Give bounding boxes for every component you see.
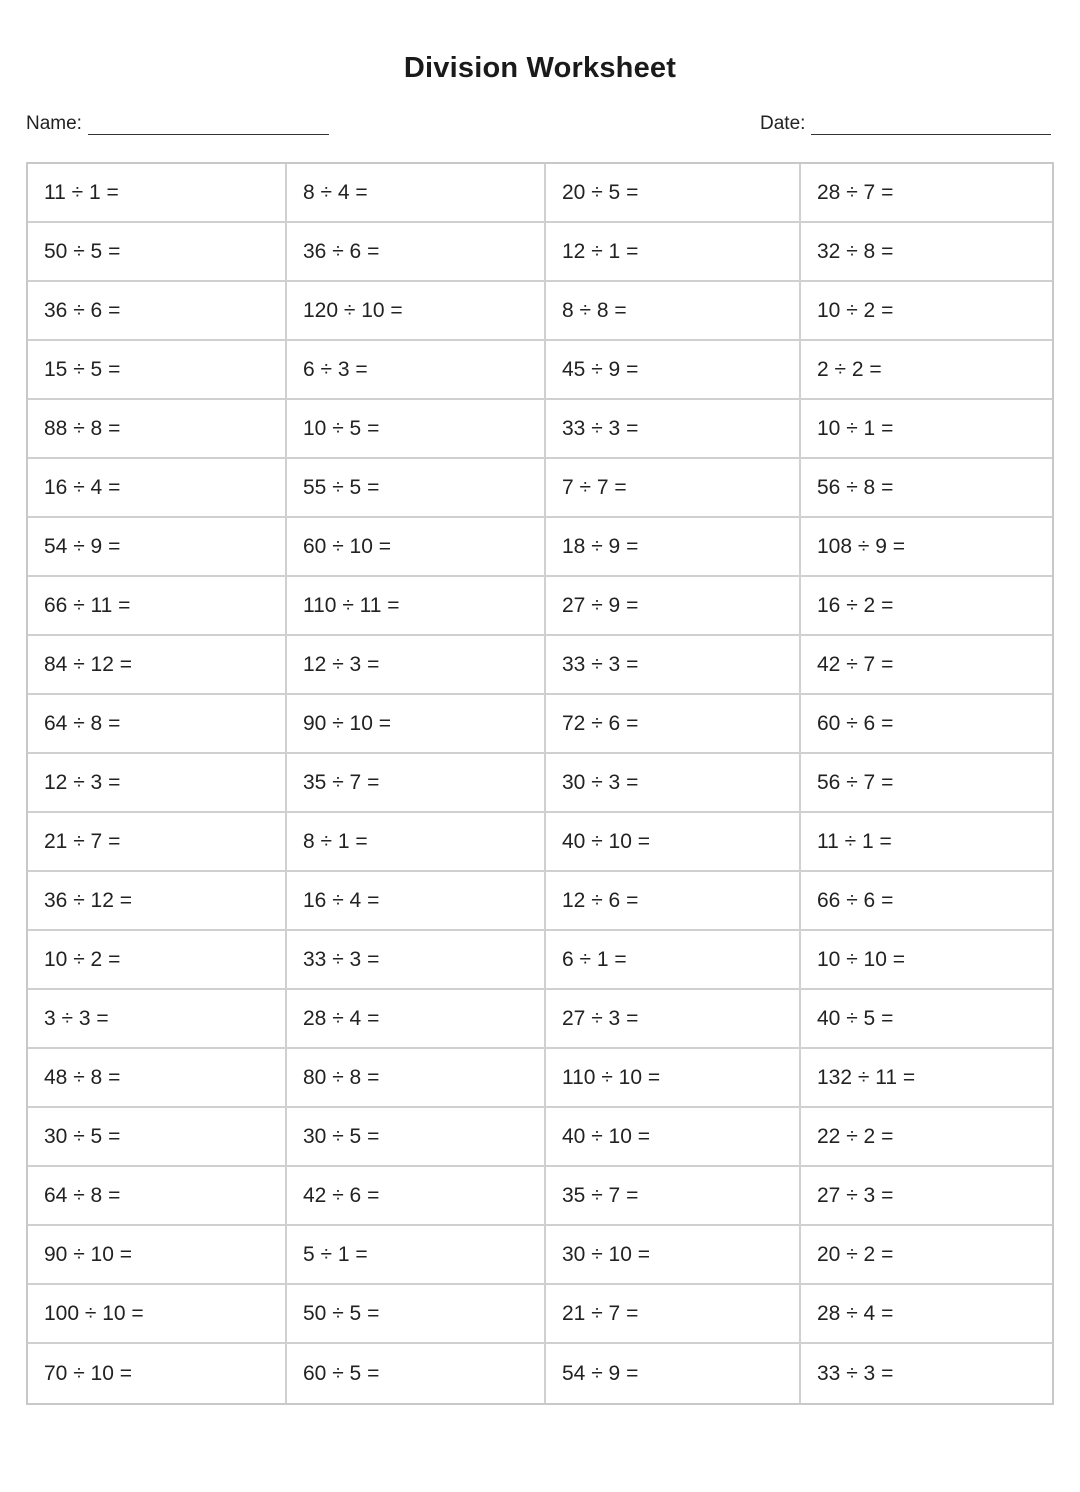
problem-cell: 54 ÷ 9 =	[546, 1344, 801, 1403]
problem-cell: 50 ÷ 5 =	[28, 223, 287, 282]
problem-cell: 30 ÷ 10 =	[546, 1226, 801, 1285]
problem-cell: 72 ÷ 6 =	[546, 695, 801, 754]
problem-cell: 22 ÷ 2 =	[801, 1108, 1052, 1167]
problem-cell: 28 ÷ 7 =	[801, 164, 1052, 223]
problem-cell: 36 ÷ 12 =	[28, 872, 287, 931]
problem-cell: 40 ÷ 10 =	[546, 1108, 801, 1167]
problem-cell: 20 ÷ 2 =	[801, 1226, 1052, 1285]
problem-cell: 3 ÷ 3 =	[28, 990, 287, 1049]
problem-cell: 120 ÷ 10 =	[287, 282, 546, 341]
problem-cell: 16 ÷ 4 =	[28, 459, 287, 518]
problem-cell: 54 ÷ 9 =	[28, 518, 287, 577]
problem-cell: 33 ÷ 3 =	[546, 636, 801, 695]
date-field[interactable]	[760, 112, 1051, 135]
problem-cell: 88 ÷ 8 =	[28, 400, 287, 459]
problem-cell: 30 ÷ 5 =	[287, 1108, 546, 1167]
problem-cell: 10 ÷ 2 =	[801, 282, 1052, 341]
problem-cell: 6 ÷ 3 =	[287, 341, 546, 400]
problem-cell: 33 ÷ 3 =	[287, 931, 546, 990]
problem-cell: 60 ÷ 6 =	[801, 695, 1052, 754]
name-underline[interactable]	[88, 112, 329, 135]
problem-cell: 45 ÷ 9 =	[546, 341, 801, 400]
problem-cell: 5 ÷ 1 =	[287, 1226, 546, 1285]
problem-cell: 12 ÷ 3 =	[28, 754, 287, 813]
problem-cell: 80 ÷ 8 =	[287, 1049, 546, 1108]
problem-cell: 10 ÷ 10 =	[801, 931, 1052, 990]
problem-cell: 66 ÷ 6 =	[801, 872, 1052, 931]
problem-cell: 90 ÷ 10 =	[287, 695, 546, 754]
problem-cell: 84 ÷ 12 =	[28, 636, 287, 695]
problem-cell: 27 ÷ 3 =	[801, 1167, 1052, 1226]
problem-cell: 12 ÷ 6 =	[546, 872, 801, 931]
worksheet-title: Division Worksheet	[403, 52, 677, 84]
problem-cell: 100 ÷ 10 =	[28, 1285, 287, 1344]
problem-cell: 8 ÷ 4 =	[287, 164, 546, 223]
problem-cell: 10 ÷ 2 =	[28, 931, 287, 990]
problem-cell: 11 ÷ 1 =	[801, 813, 1052, 872]
name-field[interactable]	[26, 112, 329, 135]
problem-cell: 56 ÷ 7 =	[801, 754, 1052, 813]
problem-cell: 16 ÷ 4 =	[287, 872, 546, 931]
problem-cell: 36 ÷ 6 =	[28, 282, 287, 341]
problem-cell: 12 ÷ 3 =	[287, 636, 546, 695]
problem-cell: 10 ÷ 5 =	[287, 400, 546, 459]
problem-cell: 6 ÷ 1 =	[546, 931, 801, 990]
problem-cell: 11 ÷ 1 =	[28, 164, 287, 223]
problem-cell: 90 ÷ 10 =	[28, 1226, 287, 1285]
problem-cell: 70 ÷ 10 =	[28, 1344, 287, 1403]
problem-cell: 55 ÷ 5 =	[287, 459, 546, 518]
problem-cell: 40 ÷ 10 =	[546, 813, 801, 872]
problem-cell: 21 ÷ 7 =	[28, 813, 287, 872]
problem-cell: 8 ÷ 8 =	[546, 282, 801, 341]
problem-cell: 60 ÷ 10 =	[287, 518, 546, 577]
problem-cell: 33 ÷ 3 =	[817, 1361, 894, 1385]
problem-cell: 60 ÷ 5 =	[287, 1344, 546, 1403]
problem-cell: 20 ÷ 5 =	[546, 164, 801, 223]
problem-cell: 35 ÷ 7 =	[287, 754, 546, 813]
problem-cell: 36 ÷ 6 =	[287, 223, 546, 282]
problem-cell: 12 ÷ 1 =	[546, 223, 801, 282]
problem-cell: 108 ÷ 9 =	[801, 518, 1052, 577]
problem-cell: 7 ÷ 7 =	[546, 459, 801, 518]
problem-cell: 42 ÷ 6 =	[287, 1167, 546, 1226]
problem-cell: 33 ÷ 3 =	[546, 400, 801, 459]
problem-cell: 110 ÷ 11 =	[287, 577, 546, 636]
problem-cell: 30 ÷ 5 =	[28, 1108, 287, 1167]
problem-cell: 2 ÷ 2 =	[801, 341, 1052, 400]
problem-cell: 30 ÷ 3 =	[546, 754, 801, 813]
problem-cell: 8 ÷ 1 =	[287, 813, 546, 872]
name-label: Name:	[26, 113, 82, 134]
problem-cell: 48 ÷ 8 =	[28, 1049, 287, 1108]
problem-cell: 40 ÷ 5 =	[801, 990, 1052, 1049]
problem-grid	[26, 162, 1054, 1405]
problem-cell: 42 ÷ 7 =	[801, 636, 1052, 695]
problem-cell: 35 ÷ 7 =	[546, 1167, 801, 1226]
problem-cell: 66 ÷ 11 =	[28, 577, 287, 636]
problem-cell: 16 ÷ 2 =	[801, 577, 1052, 636]
problem-cell: 27 ÷ 9 =	[546, 577, 801, 636]
date-label: Date:	[760, 113, 806, 134]
problem-cell: 27 ÷ 3 =	[546, 990, 801, 1049]
problem-cell: 28 ÷ 4 =	[801, 1285, 1052, 1344]
problem-cell: 132 ÷ 11 =	[801, 1049, 1052, 1108]
problem-cell: 10 ÷ 1 =	[801, 400, 1052, 459]
problem-cell: 18 ÷ 9 =	[546, 518, 801, 577]
date-underline[interactable]	[811, 112, 1051, 135]
problem-cell: 28 ÷ 4 =	[287, 990, 546, 1049]
problem-cell: 56 ÷ 8 =	[801, 459, 1052, 518]
problem-cell: 110 ÷ 10 =	[546, 1049, 801, 1108]
problem-cell: 50 ÷ 5 =	[287, 1285, 546, 1344]
problem-cell: 21 ÷ 7 =	[546, 1285, 801, 1344]
problem-cell: 15 ÷ 5 =	[28, 341, 287, 400]
problem-cell: 64 ÷ 8 =	[28, 695, 287, 754]
problem-cell: 64 ÷ 8 =	[28, 1167, 287, 1226]
problem-cell: 32 ÷ 8 =	[801, 223, 1052, 282]
